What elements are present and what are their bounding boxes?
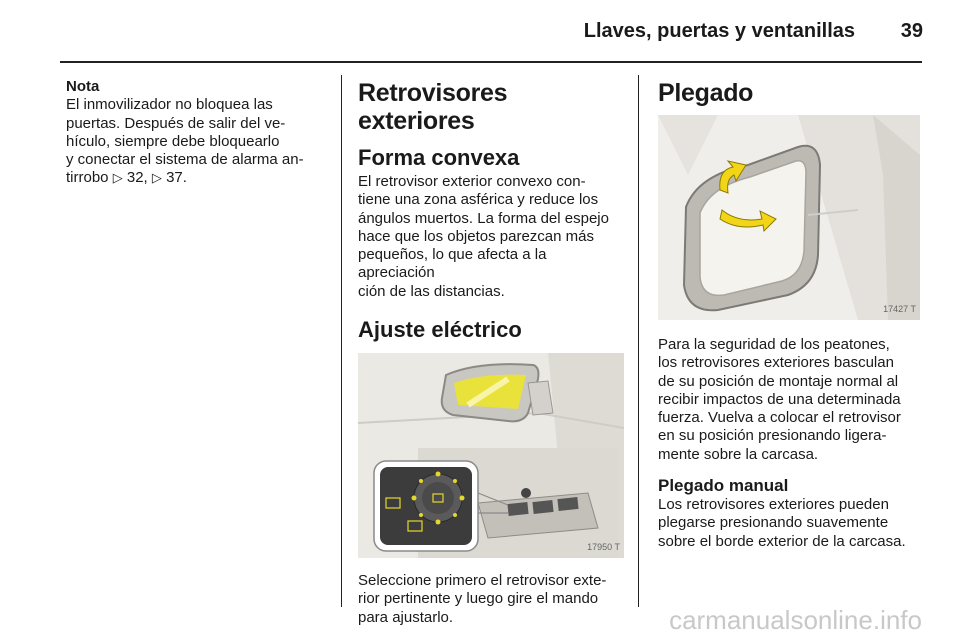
electric-adjust-figure <box>358 353 624 558</box>
page-ref-link[interactable]: 37. <box>166 169 187 187</box>
figure-code: 17950 T <box>587 541 620 552</box>
paragraph-line: ángulos muertos. La forma del espejo <box>358 209 609 227</box>
paragraph-line: recibir impactos de una determinada <box>658 390 901 408</box>
paragraph-line: de su posición de montaje normal al <box>658 372 899 390</box>
column-divider-2 <box>638 75 639 607</box>
paragraph-line: plegarse presionando suavemente <box>658 514 889 532</box>
header-rule <box>60 61 922 63</box>
note-line: puertas. Después de salir del ve- <box>66 114 286 132</box>
paragraph-line: Los retrovisores exteriores pueden <box>658 496 889 514</box>
mirrors-column <box>358 78 626 627</box>
note-title: Nota <box>66 78 100 95</box>
paragraph-line: hace que los objetos parezcan más <box>358 227 594 245</box>
subsection-title: Ajuste eléctrico <box>358 317 522 343</box>
subsection-title: Plegado manual <box>658 476 789 496</box>
paragraph-line: los retrovisores exteriores basculan <box>658 354 894 372</box>
column-divider-1 <box>341 75 342 607</box>
subsection-title: Forma convexa <box>358 145 520 170</box>
paragraph-line: El retrovisor exterior convexo con- <box>358 173 586 190</box>
paragraph-line: sobre el borde exterior de la carcasa. <box>658 532 906 550</box>
page-ref-link[interactable]: 32, <box>126 169 148 187</box>
folding-column <box>658 78 926 551</box>
paragraph-line: pequeños, lo que afecta a la apreciación <box>358 246 547 282</box>
paragraph-line: mente sobre la carcasa. <box>658 445 819 463</box>
page-ref-arrow-icon: ▷ <box>151 170 162 186</box>
caption-line: rior pertinente y luego gire el mando <box>358 590 599 608</box>
header-title: Llaves, puertas y ventanillas <box>583 20 855 42</box>
paragraph-line: tiene una zona asférica y reduce los <box>358 191 599 209</box>
note-line-refs <box>66 169 334 187</box>
caption-line: para ajustarlo. <box>358 608 454 626</box>
folding-figure <box>658 115 920 320</box>
paragraph-line: Para la seguridad de los peatones, <box>658 336 890 353</box>
page-ref-arrow-icon: ▷ <box>112 170 123 186</box>
section-title: Plegado <box>658 79 754 107</box>
note-line: hículo, siempre debe bloquearlo <box>66 132 280 150</box>
note-line-text: tirrobo <box>66 169 109 187</box>
figure-code: 17427 T <box>883 303 916 314</box>
section-title: Retrovisores exteriores <box>358 79 508 135</box>
mirror-folding-illustration <box>658 115 920 320</box>
page-number: 39 <box>900 20 923 42</box>
door-mirror-control-illustration <box>358 353 624 558</box>
paragraph-line: fuerza. Vuelva a colocar el retrovisor <box>658 409 901 427</box>
watermark: carmanualsonline.info <box>669 605 922 635</box>
note-line: y conectar el sistema de alarma an- <box>66 151 304 169</box>
paragraph-line: en su posición presionando ligera- <box>658 427 887 445</box>
paragraph-line: ción de las distancias. <box>358 282 505 300</box>
caption-line: Seleccione primero el retrovisor exte- <box>358 572 607 590</box>
note-line: El inmovilizador no bloquea las <box>66 96 273 114</box>
note-column <box>66 78 334 188</box>
